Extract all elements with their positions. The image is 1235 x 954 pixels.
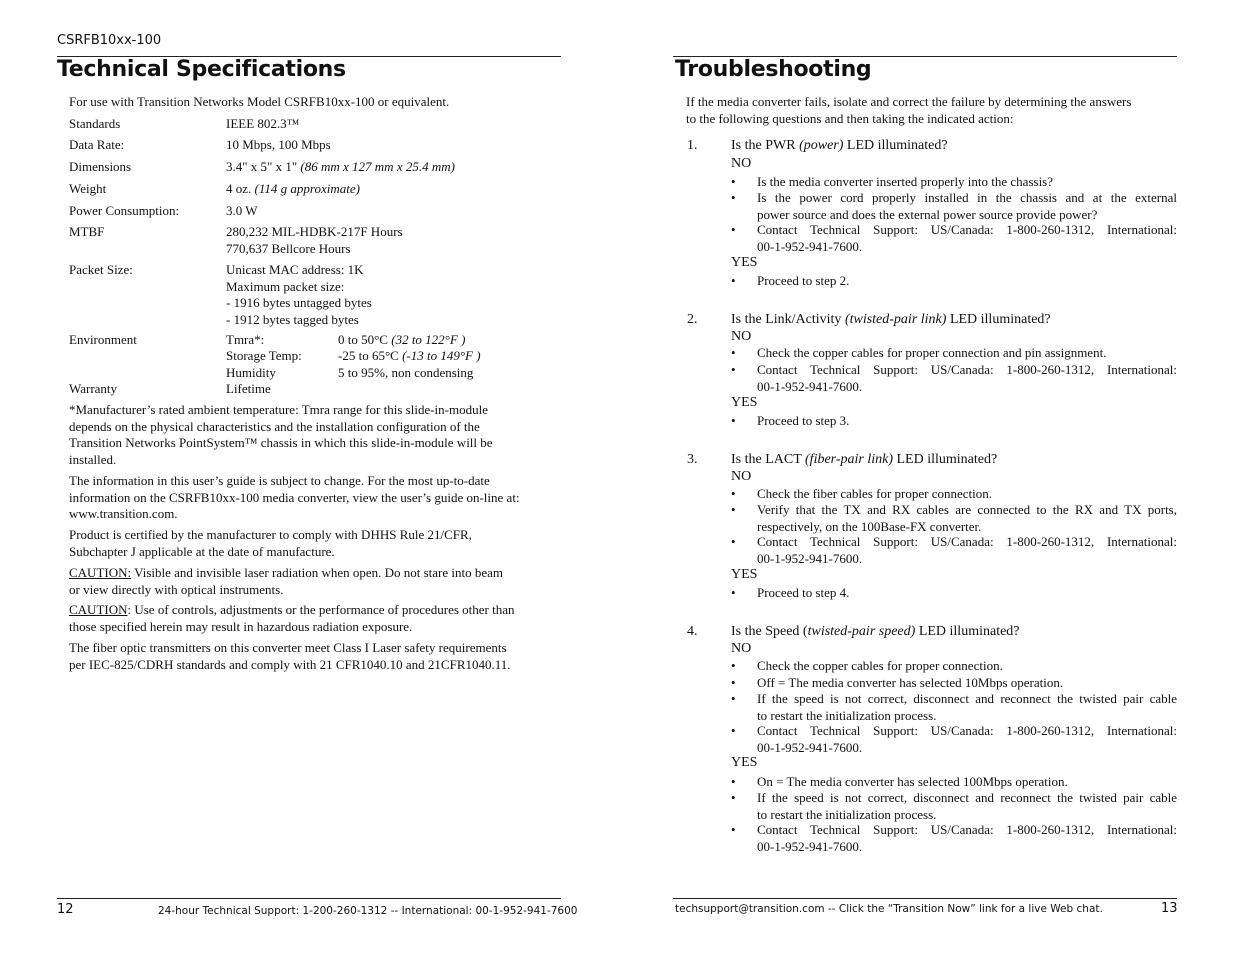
note-fiber-optic: The fiber optic transmitters on this converter meet Class I Laser safety requirements per IEC-825/CDRH standards and comply with 21 CFR1040.10 and 21CFR1040.11.: [69, 640, 511, 672]
q2-yes-label: YES: [731, 395, 758, 410]
footer-rule-left: [57, 898, 561, 899]
spec-label-packet-size: Packet Size:: [69, 262, 133, 277]
note-tmra: *Manufacturer’s rated ambient temperature: Tmra range for this slide-in-module depends on the physical characteristics and the installation configuration of the Transition Networks PointSystem™ chassis in which this slide-in-module will be installed.: [69, 402, 493, 467]
spec-value-dimensions: 3.4" x 5" x 1" (86 mm x 127 mm x 25.4 mm): [226, 159, 455, 174]
spec-value-warranty: Lifetime: [226, 381, 271, 396]
note-certification: Product is certified by the manufacturer to comply with DHHS Rule 21/CFR, Subchapter J applicable at the date of manufacture.: [69, 527, 472, 559]
q4-yes-label: YES: [731, 755, 758, 770]
q3-no-label: NO: [731, 469, 752, 484]
caution-laser: CAUTION: Visible and invisible laser radiation when open. Do not stare into beam or view directly with optical instruments.: [69, 565, 504, 597]
troubleshooting-intro: If the media converter fails, isolate and correct the failure by determining the answers to the following questions and then taking the indicated action:: [686, 94, 1132, 126]
caution-controls: CAUTION: Use of controls, adjustments or the performance of procedures other than those specified herein may result in hazardous radiation exposure.: [69, 602, 515, 634]
spec-value-mtbf: 280,232 MIL-HDBK-217F Hours 770,637 Bellcore Hours: [226, 224, 403, 256]
spec-label-standards: Standards: [69, 116, 121, 131]
q4-no-label: NO: [731, 641, 752, 656]
page-number-right: 13: [1161, 901, 1178, 916]
q1-no-label: NO: [731, 156, 752, 171]
footer-right: techsupport@transition.com -- Click the “Transition Now” link for a live Web chat.: [675, 903, 1103, 915]
note-info: The information in this user’s guide is subject to change. For the most up-to-date information on the CSRFB10xx-100 media converter, view the user’s guide on-line at: www.transition.com.: [69, 473, 520, 521]
document-code: CSRFB10xx-100: [57, 33, 162, 48]
spec-label-data-rate: Data Rate:: [69, 137, 125, 152]
spec-value-packet-size: Unicast MAC address: 1K Maximum packet size: - 1916 bytes untagged bytes - 1912 bytes tagged bytes: [226, 262, 372, 327]
q1-yes-label: YES: [731, 255, 758, 270]
env-tmra-label: Tmra*:: [226, 332, 265, 347]
env-tmra-value: 0 to 50°C (32 to 122°F ): [338, 332, 466, 347]
page-title-technical-specifications: Technical Specifications: [57, 57, 346, 82]
spec-label-power: Power Consumption:: [69, 203, 180, 218]
spec-label-weight: Weight: [69, 181, 107, 196]
spec-value-standards: IEEE 802.3™: [226, 116, 300, 131]
header-rule-right: [673, 56, 1177, 57]
spec-value-power: 3.0 W: [226, 203, 258, 218]
q3-yes-label: YES: [731, 567, 758, 582]
spec-value-data-rate: 10 Mbps, 100 Mbps: [226, 137, 331, 152]
env-storage-label: Storage Temp:: [226, 348, 302, 363]
q2-no-label: NO: [731, 329, 752, 344]
env-storage-value: -25 to 65°C (-13 to 149°F ): [338, 348, 481, 363]
env-humidity-value: 5 to 95%, non condensing: [338, 365, 474, 380]
footer-rule-right: [673, 898, 1177, 899]
spec-label-dimensions: Dimensions: [69, 159, 132, 174]
spec-label-mtbf: MTBF: [69, 224, 105, 239]
spec-value-weight: 4 oz. (114 g approximate): [226, 181, 360, 196]
spec-label-warranty: Warranty: [69, 381, 118, 396]
page-title-troubleshooting: Troubleshooting: [675, 57, 872, 82]
page-number-left: 12: [57, 902, 74, 917]
env-humidity-label: Humidity: [226, 365, 276, 380]
footer-left: 24-hour Technical Support: 1-200-260-1312 -- International: 00-1-952-941-7600: [158, 905, 578, 917]
specs-intro: For use with Transition Networks Model CSRFB10xx-100 or equivalent.: [69, 94, 450, 109]
spec-label-environment: Environment: [69, 332, 137, 347]
header-rule-left: [57, 56, 561, 57]
